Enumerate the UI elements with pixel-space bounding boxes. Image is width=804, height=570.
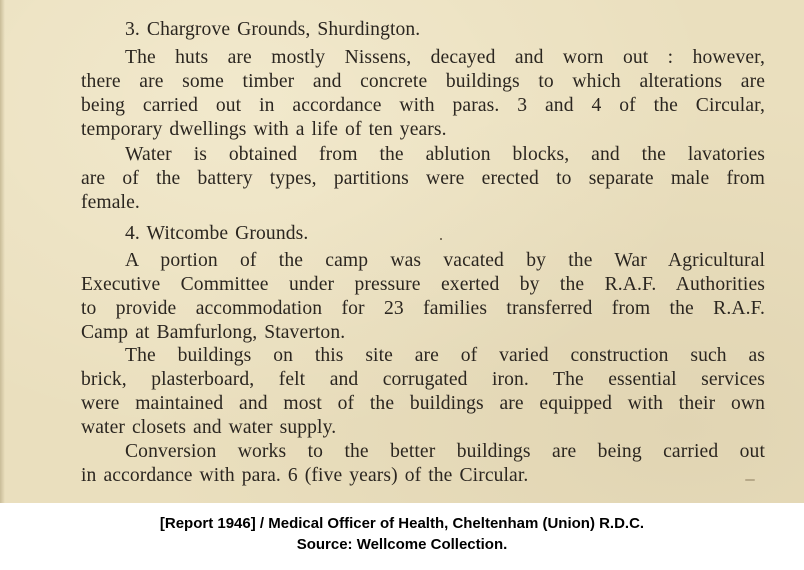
- section-3-line-4: temporary dwellings with a life of ten years.: [81, 119, 447, 140]
- caption-source: Source: Wellcome Collection.: [296, 536, 508, 553]
- section-4-line-2: Executive Committee under pressure exerted by the R.A.F. Authorities: [81, 274, 765, 295]
- section-3-line-7: female.: [81, 192, 140, 213]
- section-3-line-2: there are some timber and concrete buildings to which alterations are: [81, 71, 765, 92]
- section-4-heading: 4. Witcombe Grounds.: [125, 223, 309, 244]
- section-4-line-9: Conversion works to the better buildings are being carried out: [125, 441, 765, 462]
- section-3-line-3: being carried out in accordance with paras. 3 and 4 of the Circular,: [81, 95, 765, 116]
- section-4-line-8: water closets and water supply.: [81, 417, 337, 438]
- paper-mark: [745, 479, 755, 481]
- section-3-line-1: The huts are mostly Nissens, decayed and worn out : however,: [125, 47, 765, 68]
- page-edge-shadow: [0, 0, 5, 503]
- section-4-line-4: Camp at Bamfurlong, Staverton.: [81, 322, 346, 343]
- paper-speck: [440, 238, 442, 240]
- section-4-line-10: in accordance with para. 6 (five years) of the Circular.: [81, 465, 529, 486]
- section-4-line-1: A portion of the camp was vacated by the War Agricultural: [125, 250, 765, 271]
- section-3-heading: 3. Chargrove Grounds, Shurdington.: [125, 19, 421, 40]
- section-4-line-7: were maintained and most of the buildings are equipped with their own: [81, 393, 765, 414]
- section-4-line-3: to provide accommodation for 23 families transferred from the R.A.F.: [81, 298, 765, 319]
- section-4-line-6: brick, plasterboard, felt and corrugated iron. The essential services: [81, 369, 765, 390]
- section-3-line-6: are of the battery types, partitions were erected to separate male from: [81, 168, 765, 189]
- caption-citation: [Report 1946] / Medical Officer of Health, Cheltenham (Union) R.D.C.: [159, 515, 645, 532]
- section-3-line-5: Water is obtained from the ablution blocks, and the lavatories: [125, 144, 765, 165]
- section-4-line-5: The buildings on this site are of varied construction such as: [125, 345, 765, 366]
- image-caption: [0, 513, 804, 555]
